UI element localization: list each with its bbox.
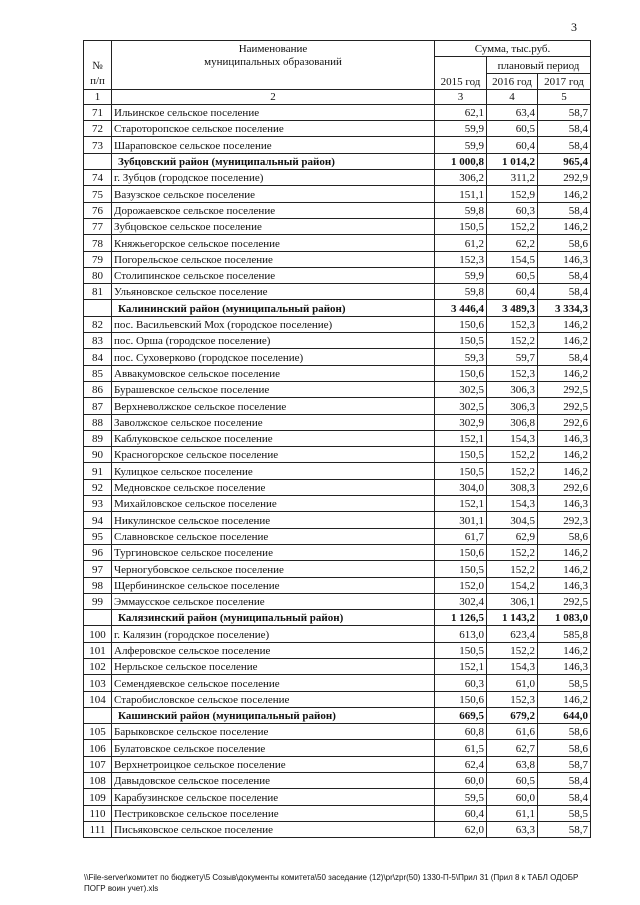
municipality-name: Погорельское сельское поселение — [112, 251, 435, 267]
table-row — [84, 186, 591, 202]
amount-2015: 59,5 — [435, 789, 487, 805]
amount-2017: 146,2 — [538, 691, 591, 707]
municipality-name: Калязинский район (муниципальный район) — [112, 610, 435, 626]
row-number: 74 — [84, 170, 112, 186]
amount-2015: 59,8 — [435, 284, 487, 300]
amount-2017: 146,2 — [538, 561, 591, 577]
municipality-name: Столипинское сельское поселение — [112, 267, 435, 283]
row-number: 89 — [84, 430, 112, 446]
table-row — [84, 202, 591, 218]
amount-2017: 146,2 — [538, 333, 591, 349]
amount-2017: 146,2 — [538, 544, 591, 560]
amount-2015: 152,1 — [435, 430, 487, 446]
amount-2016: 60,5 — [487, 773, 538, 789]
amount-2015: 302,5 — [435, 381, 487, 397]
row-number: 71 — [84, 104, 112, 120]
amount-2016: 306,3 — [487, 398, 538, 414]
municipality-name: Шараповское сельское поселение — [112, 137, 435, 153]
municipality-name: Никулинское сельское поселение — [112, 512, 435, 528]
amount-2015: 302,9 — [435, 414, 487, 430]
page-number: 3 — [571, 20, 577, 34]
table-row — [84, 593, 591, 609]
municipality-name: Нерльское сельское поселение — [112, 658, 435, 674]
row-number: 94 — [84, 512, 112, 528]
column-index: 3 — [435, 89, 487, 104]
amount-2017: 146,2 — [538, 365, 591, 381]
amount-2017: 58,4 — [538, 202, 591, 218]
table-row — [84, 381, 591, 397]
table-row — [84, 365, 591, 381]
amount-2015: 302,5 — [435, 398, 487, 414]
column-index-row — [84, 89, 591, 104]
table-row — [84, 316, 591, 332]
municipality-name: Кулицкое сельское поселение — [112, 463, 435, 479]
amount-2015: 61,7 — [435, 528, 487, 544]
table-row — [84, 577, 591, 593]
row-number — [84, 300, 112, 316]
amount-2015: 150,5 — [435, 447, 487, 463]
header-num: № п/п — [84, 41, 112, 90]
amount-2015: 304,0 — [435, 479, 487, 495]
municipality-name: Ульяновское сельское поселение — [112, 284, 435, 300]
amount-2015: 3 446,4 — [435, 300, 487, 316]
municipality-name: Тургиновское сельское поселение — [112, 544, 435, 560]
table-row — [84, 398, 591, 414]
amount-2015: 150,5 — [435, 333, 487, 349]
table-row — [84, 773, 591, 789]
municipality-name: Барыковское сельское поселение — [112, 724, 435, 740]
amount-2017: 292,6 — [538, 414, 591, 430]
column-index: 2 — [112, 89, 435, 104]
municipality-name: Ильинское сельское поселение — [112, 104, 435, 120]
district-row — [84, 153, 591, 169]
amount-2017: 58,6 — [538, 724, 591, 740]
municipality-name: Верхневолжское сельское поселение — [112, 398, 435, 414]
row-number: 96 — [84, 544, 112, 560]
municipality-name: Давыдовское сельское поселение — [112, 773, 435, 789]
municipality-name: Заволжское сельское поселение — [112, 414, 435, 430]
table-row — [84, 544, 591, 560]
amount-2016: 154,3 — [487, 658, 538, 674]
amount-2017: 58,7 — [538, 756, 591, 772]
amount-2016: 306,3 — [487, 381, 538, 397]
amount-2017: 58,6 — [538, 528, 591, 544]
amount-2016: 63,3 — [487, 821, 538, 837]
amount-2015: 150,5 — [435, 463, 487, 479]
table-row — [84, 805, 591, 821]
amount-2017: 146,3 — [538, 496, 591, 512]
row-number: 104 — [84, 691, 112, 707]
amount-2017: 58,7 — [538, 104, 591, 120]
header-name: Наименование муниципальных образований — [112, 41, 435, 90]
municipality-name: Эммаусское сельское поселение — [112, 593, 435, 609]
row-number: 75 — [84, 186, 112, 202]
table-row — [84, 137, 591, 153]
row-number: 110 — [84, 805, 112, 821]
amount-2017: 146,3 — [538, 658, 591, 674]
amount-2015: 301,1 — [435, 512, 487, 528]
row-number: 83 — [84, 333, 112, 349]
amount-2017: 146,3 — [538, 430, 591, 446]
amount-2017: 146,2 — [538, 463, 591, 479]
row-number: 84 — [84, 349, 112, 365]
table-row — [84, 267, 591, 283]
amount-2017: 644,0 — [538, 707, 591, 723]
table-row — [84, 561, 591, 577]
table-body — [84, 104, 591, 837]
amount-2016: 152,3 — [487, 316, 538, 332]
amount-2017: 292,9 — [538, 170, 591, 186]
amount-2016: 61,0 — [487, 675, 538, 691]
amount-2015: 669,5 — [435, 707, 487, 723]
amount-2017: 58,4 — [538, 349, 591, 365]
municipality-name: Калининский район (муниципальный район) — [112, 300, 435, 316]
amount-2016: 60,3 — [487, 202, 538, 218]
municipality-name: Старобисловское сельское поселение — [112, 691, 435, 707]
amount-2017: 58,5 — [538, 805, 591, 821]
table-row — [84, 626, 591, 642]
table-row — [84, 463, 591, 479]
amount-2017: 58,6 — [538, 235, 591, 251]
amount-2015: 150,6 — [435, 316, 487, 332]
amount-2016: 154,2 — [487, 577, 538, 593]
amount-2015: 60,8 — [435, 724, 487, 740]
row-number: 105 — [84, 724, 112, 740]
amount-2016: 152,2 — [487, 447, 538, 463]
header-2016: 2016 год — [487, 73, 538, 89]
amount-2015: 152,1 — [435, 496, 487, 512]
table-row — [84, 528, 591, 544]
row-number: 78 — [84, 235, 112, 251]
table-row — [84, 756, 591, 772]
table-row — [84, 121, 591, 137]
amount-2015: 1 126,5 — [435, 610, 487, 626]
amount-2015: 150,5 — [435, 561, 487, 577]
municipality-name: Верхнетроицкое сельское поселение — [112, 756, 435, 772]
header-2015: 2015 год — [435, 57, 487, 90]
table-row — [84, 821, 591, 837]
column-index: 5 — [538, 89, 591, 104]
row-number: 103 — [84, 675, 112, 691]
municipality-name: Карабузинское сельское поселение — [112, 789, 435, 805]
municipality-name: Аввакумовское сельское поселение — [112, 365, 435, 381]
amount-2016: 623,4 — [487, 626, 538, 642]
amount-2016: 60,5 — [487, 121, 538, 137]
row-number: 72 — [84, 121, 112, 137]
amount-2016: 154,3 — [487, 496, 538, 512]
column-index: 4 — [487, 89, 538, 104]
table-row — [84, 284, 591, 300]
amount-2017: 146,2 — [538, 316, 591, 332]
amount-2017: 1 083,0 — [538, 610, 591, 626]
amount-2015: 62,4 — [435, 756, 487, 772]
amount-2016: 306,8 — [487, 414, 538, 430]
municipality-name: Медновское сельское поселение — [112, 479, 435, 495]
amount-2015: 152,3 — [435, 251, 487, 267]
row-number: 107 — [84, 756, 112, 772]
municipality-name: пос. Суховерково (городское поселение) — [112, 349, 435, 365]
amount-2015: 1 000,8 — [435, 153, 487, 169]
amount-2015: 61,5 — [435, 740, 487, 756]
amount-2016: 60,4 — [487, 284, 538, 300]
amount-2016: 152,2 — [487, 463, 538, 479]
municipality-name: Каблуковское сельское поселение — [112, 430, 435, 446]
amount-2015: 150,5 — [435, 642, 487, 658]
row-number: 86 — [84, 381, 112, 397]
table-row — [84, 235, 591, 251]
amount-2016: 63,8 — [487, 756, 538, 772]
amount-2017: 146,2 — [538, 447, 591, 463]
municipality-name: Зубцовское сельское поселение — [112, 218, 435, 234]
file-path-footer: \\File-server\комитет по бюджету\5 Созыв\документы комитета\50 заседание (12)\pr\zpr(50) 1330-П-5\Прил 31 (Прил 8 к ТАБЛ ОДОБР ПОГР воин учет).xls — [84, 873, 579, 893]
table-row — [84, 691, 591, 707]
amount-2016: 304,5 — [487, 512, 538, 528]
amount-2016: 61,1 — [487, 805, 538, 821]
municipality-name: Бурашевское сельское поселение — [112, 381, 435, 397]
amount-2017: 146,2 — [538, 186, 591, 202]
amount-2016: 154,3 — [487, 430, 538, 446]
amount-2017: 292,5 — [538, 593, 591, 609]
table-row — [84, 724, 591, 740]
table-row — [84, 349, 591, 365]
amount-2015: 59,8 — [435, 202, 487, 218]
table-row — [84, 789, 591, 805]
amount-2015: 150,5 — [435, 218, 487, 234]
amount-2015: 613,0 — [435, 626, 487, 642]
amount-2015: 150,6 — [435, 691, 487, 707]
row-number: 92 — [84, 479, 112, 495]
amount-2017: 58,4 — [538, 267, 591, 283]
amount-2017: 58,4 — [538, 773, 591, 789]
row-number: 111 — [84, 821, 112, 837]
amount-2015: 62,1 — [435, 104, 487, 120]
amount-2016: 62,9 — [487, 528, 538, 544]
amount-2017: 58,4 — [538, 284, 591, 300]
amount-2017: 3 334,3 — [538, 300, 591, 316]
municipality-name: пос. Орша (городское поселение) — [112, 333, 435, 349]
table-row — [84, 414, 591, 430]
amount-2015: 60,4 — [435, 805, 487, 821]
row-number: 80 — [84, 267, 112, 283]
amount-2016: 152,9 — [487, 186, 538, 202]
amount-2016: 152,2 — [487, 218, 538, 234]
amount-2015: 59,9 — [435, 137, 487, 153]
amount-2017: 58,4 — [538, 789, 591, 805]
amount-2017: 58,7 — [538, 821, 591, 837]
row-number: 95 — [84, 528, 112, 544]
row-number: 85 — [84, 365, 112, 381]
row-number: 81 — [84, 284, 112, 300]
row-number: 97 — [84, 561, 112, 577]
row-number: 108 — [84, 773, 112, 789]
amount-2016: 62,2 — [487, 235, 538, 251]
amount-2015: 152,0 — [435, 577, 487, 593]
table-row — [84, 496, 591, 512]
column-index: 1 — [84, 89, 112, 104]
row-number — [84, 153, 112, 169]
header-2017: 2017 год — [538, 73, 591, 89]
amount-2017: 146,3 — [538, 251, 591, 267]
row-number: 109 — [84, 789, 112, 805]
row-number: 100 — [84, 626, 112, 642]
amount-2017: 965,4 — [538, 153, 591, 169]
amount-2016: 306,1 — [487, 593, 538, 609]
amount-2015: 59,9 — [435, 267, 487, 283]
amount-2016: 1 143,2 — [487, 610, 538, 626]
municipality-name: Черногубовское сельское поселение — [112, 561, 435, 577]
table-row — [84, 218, 591, 234]
row-number: 79 — [84, 251, 112, 267]
amount-2015: 302,4 — [435, 593, 487, 609]
table-row — [84, 675, 591, 691]
municipality-name: Староторопское сельское поселение — [112, 121, 435, 137]
amount-2017: 585,8 — [538, 626, 591, 642]
amount-2017: 58,4 — [538, 137, 591, 153]
municipality-name: Семендяевское сельское поселение — [112, 675, 435, 691]
amount-2016: 61,6 — [487, 724, 538, 740]
municipality-name: пос. Васильевский Мох (городское поселение) — [112, 316, 435, 332]
amount-2016: 679,2 — [487, 707, 538, 723]
municipality-name: г. Зубцов (городское поселение) — [112, 170, 435, 186]
municipality-name: Красногорское сельское поселение — [112, 447, 435, 463]
amount-2015: 306,2 — [435, 170, 487, 186]
table-row — [84, 251, 591, 267]
amount-2017: 292,5 — [538, 398, 591, 414]
row-number: 101 — [84, 642, 112, 658]
amount-2016: 152,3 — [487, 691, 538, 707]
amount-2015: 60,0 — [435, 773, 487, 789]
row-number: 88 — [84, 414, 112, 430]
municipality-name: Кашинский район (муниципальный район) — [112, 707, 435, 723]
amount-2016: 63,4 — [487, 104, 538, 120]
table-row — [84, 333, 591, 349]
table-row — [84, 104, 591, 120]
table-row — [84, 447, 591, 463]
amount-2016: 154,5 — [487, 251, 538, 267]
municipality-name: Письяковское сельское поселение — [112, 821, 435, 837]
amount-2016: 152,3 — [487, 365, 538, 381]
table-row — [84, 512, 591, 528]
municipality-name: Вазузское сельское поселение — [112, 186, 435, 202]
row-number: 90 — [84, 447, 112, 463]
amount-2015: 59,3 — [435, 349, 487, 365]
amount-2016: 311,2 — [487, 170, 538, 186]
amount-2017: 146,2 — [538, 218, 591, 234]
amount-2015: 152,1 — [435, 658, 487, 674]
amount-2016: 152,2 — [487, 544, 538, 560]
municipality-name: Алферовское сельское поселение — [112, 642, 435, 658]
row-number — [84, 610, 112, 626]
municipality-name: Зубцовский район (муниципальный район) — [112, 153, 435, 169]
table-row — [84, 479, 591, 495]
row-number: 87 — [84, 398, 112, 414]
row-number: 91 — [84, 463, 112, 479]
amount-2015: 60,3 — [435, 675, 487, 691]
row-number: 98 — [84, 577, 112, 593]
municipality-name: Булатовское сельское поселение — [112, 740, 435, 756]
amount-2016: 152,2 — [487, 333, 538, 349]
row-number: 82 — [84, 316, 112, 332]
header-amount: Сумма, тыс.руб. — [435, 41, 591, 57]
table-row — [84, 658, 591, 674]
amount-2015: 151,1 — [435, 186, 487, 202]
row-number: 93 — [84, 496, 112, 512]
municipality-name: Михайловское сельское поселение — [112, 496, 435, 512]
amount-2015: 150,6 — [435, 365, 487, 381]
row-number: 106 — [84, 740, 112, 756]
amount-2016: 59,7 — [487, 349, 538, 365]
table-row — [84, 642, 591, 658]
row-number: 102 — [84, 658, 112, 674]
budget-table — [83, 40, 591, 838]
district-row — [84, 707, 591, 723]
amount-2016: 308,3 — [487, 479, 538, 495]
amount-2016: 60,0 — [487, 789, 538, 805]
district-row — [84, 610, 591, 626]
row-number: 73 — [84, 137, 112, 153]
table-row — [84, 170, 591, 186]
row-number — [84, 707, 112, 723]
amount-2016: 62,7 — [487, 740, 538, 756]
header-plan-period: плановый период — [487, 57, 591, 73]
row-number: 76 — [84, 202, 112, 218]
amount-2017: 146,2 — [538, 642, 591, 658]
amount-2016: 152,2 — [487, 561, 538, 577]
amount-2016: 1 014,2 — [487, 153, 538, 169]
municipality-name: г. Калязин (городское поселение) — [112, 626, 435, 642]
district-row — [84, 300, 591, 316]
row-number: 77 — [84, 218, 112, 234]
amount-2017: 58,5 — [538, 675, 591, 691]
municipality-name: Дорожаевское сельское поселение — [112, 202, 435, 218]
municipality-name: Княжьегорское сельское поселение — [112, 235, 435, 251]
amount-2015: 150,6 — [435, 544, 487, 560]
amount-2017: 292,6 — [538, 479, 591, 495]
amount-2017: 58,6 — [538, 740, 591, 756]
amount-2017: 58,4 — [538, 121, 591, 137]
table-row — [84, 740, 591, 756]
amount-2017: 292,3 — [538, 512, 591, 528]
municipality-name: Пестриковское сельское поселение — [112, 805, 435, 821]
municipality-name: Славновское сельское поселение — [112, 528, 435, 544]
row-number: 99 — [84, 593, 112, 609]
amount-2017: 146,3 — [538, 577, 591, 593]
amount-2015: 62,0 — [435, 821, 487, 837]
amount-2015: 59,9 — [435, 121, 487, 137]
table-row — [84, 430, 591, 446]
amount-2016: 152,2 — [487, 642, 538, 658]
amount-2016: 60,4 — [487, 137, 538, 153]
amount-2017: 292,5 — [538, 381, 591, 397]
amount-2016: 3 489,3 — [487, 300, 538, 316]
amount-2016: 60,5 — [487, 267, 538, 283]
amount-2015: 61,2 — [435, 235, 487, 251]
municipality-name: Щербининское сельское поселение — [112, 577, 435, 593]
